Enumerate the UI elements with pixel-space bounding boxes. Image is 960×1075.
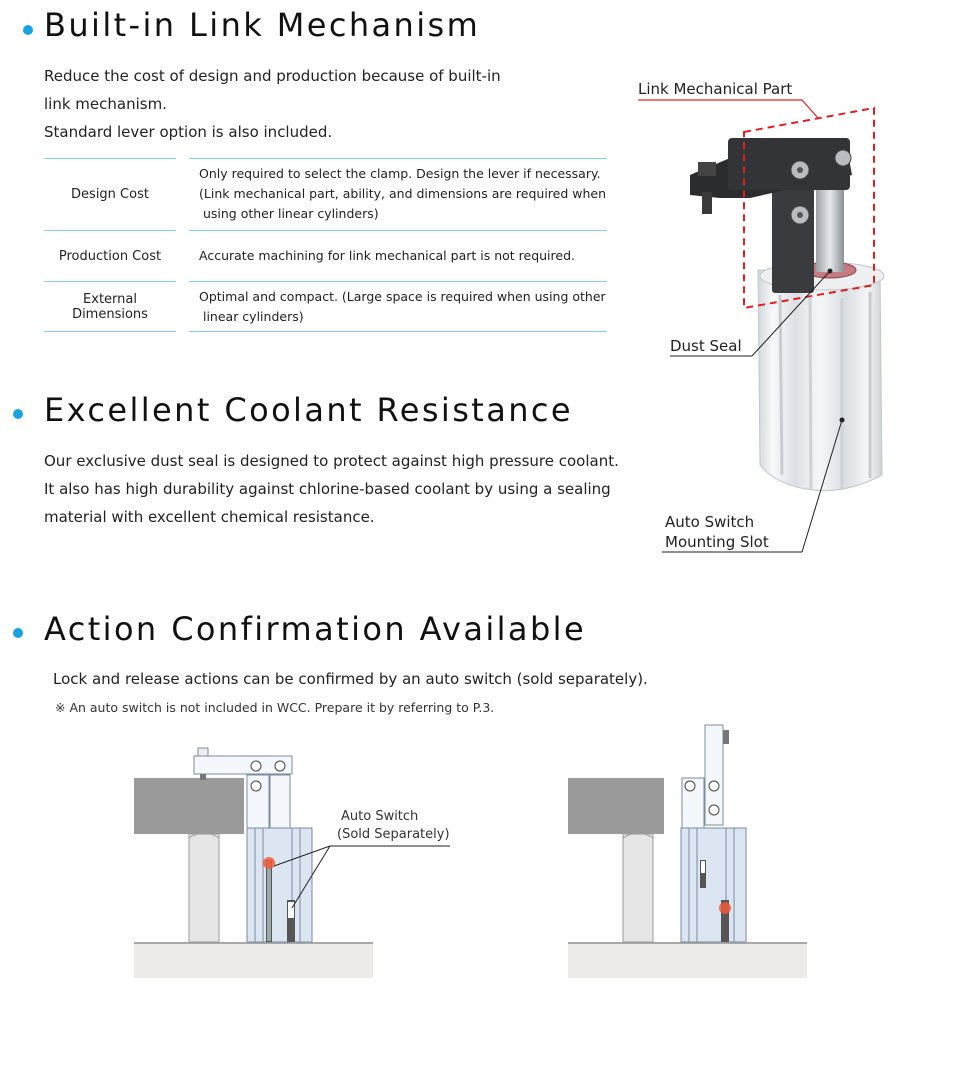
diagram-released bbox=[565, 720, 810, 985]
table-cell-line: Accurate machining for link mechanical part is not required. bbox=[199, 247, 575, 263]
switch-indicator-lit bbox=[719, 902, 731, 914]
table-row-label: Production Cost bbox=[44, 230, 176, 281]
section3-title: Action Confirmation Available bbox=[44, 610, 587, 648]
table-row-label: Design Cost bbox=[44, 158, 176, 230]
section1-title: Built-in Link Mechanism bbox=[44, 6, 481, 44]
switch-label bbox=[337, 808, 450, 844]
support-pin bbox=[623, 834, 653, 942]
section2-para-line: It also has high durability against chlorine-based coolant by using a sealing bbox=[44, 480, 611, 498]
switch-label-line: (Sold Separately) bbox=[337, 827, 450, 842]
workpiece bbox=[134, 778, 244, 834]
table-row-label: External Dimensions bbox=[44, 281, 176, 332]
table-cell-line: Optimal and compact. (Large space is required when using other bbox=[199, 288, 606, 304]
section1-bullet bbox=[23, 25, 33, 35]
section3-note: ※ An auto switch is not included in WCC. Prepare it by referring to P.3. bbox=[55, 700, 495, 715]
product-illustration bbox=[630, 80, 910, 560]
table-cell-line: (Link mechanical part, ability, and dimensions are required when bbox=[199, 186, 607, 201]
table-row-value bbox=[189, 230, 607, 280]
support-pin bbox=[189, 834, 219, 942]
section1-para-line: link mechanism. bbox=[44, 95, 167, 113]
workpiece bbox=[568, 778, 664, 834]
callout-line: Mounting Slot bbox=[665, 533, 769, 551]
clamp-cylinder bbox=[681, 828, 746, 942]
section2-bullet bbox=[13, 409, 23, 419]
section2-paragraph bbox=[44, 447, 619, 531]
callout-dust-seal: Dust Seal bbox=[670, 337, 742, 355]
section1-para-line: Reduce the cost of design and production because of built-in bbox=[44, 67, 501, 85]
switch-indicator-lit bbox=[263, 857, 275, 869]
adjust-screw bbox=[698, 162, 716, 176]
callout-line: Auto Switch bbox=[665, 513, 755, 531]
table-cell-line: Only required to select the clamp. Design the lever if necessary. bbox=[199, 166, 601, 181]
section2-title: Excellent Coolant Resistance bbox=[44, 391, 573, 429]
base-plate bbox=[134, 942, 373, 978]
table-cell-line: using other linear cylinders) bbox=[199, 206, 379, 221]
section2-para-line: Our exclusive dust seal is designed to protect against high pressure coolant. bbox=[44, 452, 619, 470]
base-plate bbox=[568, 942, 807, 978]
section2-para-line: material with excellent chemical resistance. bbox=[44, 508, 375, 526]
table-row-value bbox=[189, 281, 607, 331]
callout-link-mechanical-part: Link Mechanical Part bbox=[638, 80, 793, 98]
section1-paragraph bbox=[44, 62, 501, 146]
table-row-value bbox=[189, 158, 607, 229]
table-bottom-rule bbox=[44, 331, 176, 332]
callout-auto-switch-slot bbox=[665, 512, 769, 552]
section3-paragraph: Lock and release actions can be confirmed by an auto switch (sold separately). bbox=[53, 670, 648, 688]
table-cell-line: linear cylinders) bbox=[199, 308, 304, 324]
clamp-cylinder bbox=[247, 828, 312, 942]
table-bottom-rule bbox=[189, 331, 607, 332]
switch-label-line: Auto Switch bbox=[341, 809, 419, 824]
section3-bullet bbox=[13, 628, 23, 638]
section1-para-line: Standard lever option is also included. bbox=[44, 123, 333, 141]
link-arm bbox=[772, 188, 814, 293]
diagram-locked bbox=[130, 720, 460, 985]
piston-rod bbox=[816, 180, 844, 272]
